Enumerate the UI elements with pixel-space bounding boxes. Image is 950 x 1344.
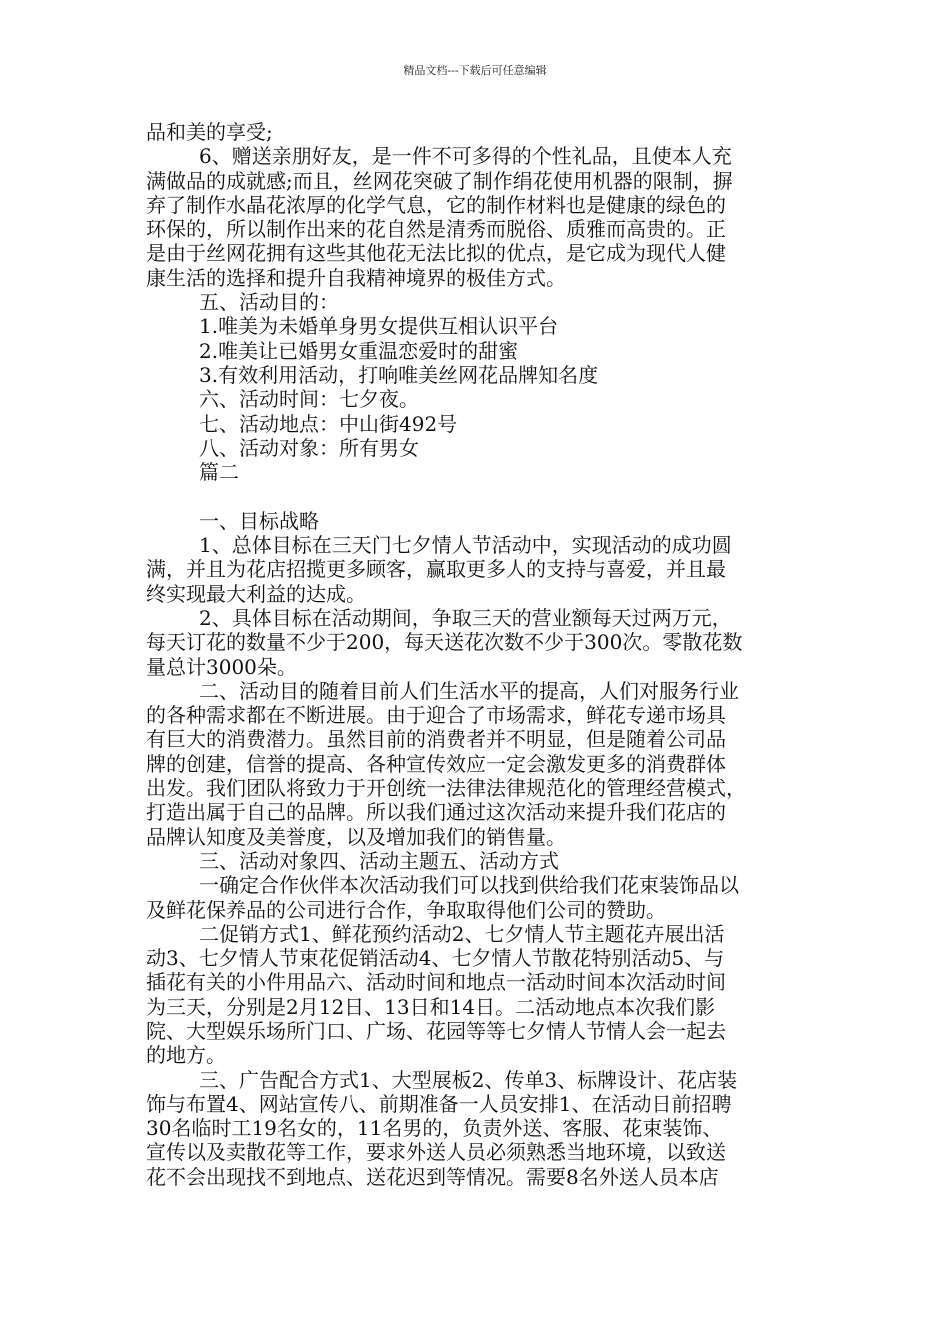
text-line: 及鲜花保养品的公司进行合作，争取取得他们公司的赞助。 [146, 897, 666, 922]
text-line: 出发。我们团队将致力于开创统一法律法律规范化的管理经营模式， [146, 776, 746, 801]
text-line: 量总计3000朵。 [146, 654, 297, 679]
text-line: 三、广告配合方式1、大型展板2、传单3、标牌设计、花店装 [199, 1067, 738, 1092]
text-line: 二、活动目的随着目前人们生活水平的提高，人们对服务行业 [199, 678, 739, 703]
text-line: 宣传以及卖散花等工作，要求外送人员必须熟悉当地环境，以致送 [146, 1140, 726, 1165]
text-line: 二促销方式1、鲜花预约活动2、七夕情人节主题花卉展出活 [199, 921, 725, 946]
text-line: 院、大型娱乐场所门口、广场、花园等等七夕情人节情人会一起去 [146, 1018, 726, 1043]
text-line: 3.有效利用活动，打响唯美丝网花品牌知名度 [199, 362, 599, 387]
text-line: 为三天，分别是2月12日、13日和14日。二活动地点本次我们影 [146, 994, 716, 1019]
text-line: 七、活动地点：中山街492号 [199, 411, 458, 436]
blank-line [146, 484, 814, 508]
text-line: 打造出属于自己的品牌。所以我们通过这次活动来提升我们花店的 [146, 800, 726, 825]
text-line: 八、活动对象：所有男女 [199, 435, 419, 460]
text-line: 6、赠送亲朋好友，是一件不可多得的个性礼品，且使本人充 [199, 144, 732, 169]
text-line: 终实现最大利益的达成。 [146, 581, 366, 606]
text-line: 满做品的成就感;而且，丝网花突破了制作绢花使用机器的限制，摒 [146, 168, 733, 193]
text-line: 1、总体目标在三天门七夕情人节活动中，实现活动的成功圆 [199, 533, 732, 558]
text-line: 一、目标战略 [199, 508, 319, 533]
text-line: 一确定合作伙伴本次活动我们可以找到供给我们花束装饰品以 [199, 873, 739, 898]
text-line: 每天订花的数量不少于200，每天送花次数不少于300次。零散花数 [146, 630, 743, 655]
text-line: 品和美的享受; [146, 120, 273, 144]
text-line: 康生活的选择和提升自我精神境界的极佳方式。 [146, 265, 566, 290]
text-line: 满，并且为花店招揽更多顾客，赢取更多人的支持与喜爱，并且最 [146, 557, 726, 582]
text-line: 1.唯美为未婚单身男女提供互相认识平台 [199, 314, 559, 339]
text-line: 六、活动时间：七夕夜。 [199, 387, 419, 412]
page-header: 精品文档---下载后可任意编辑 [403, 64, 547, 77]
text-line: 花不会出现找不到地点、送花迟到等情况。需要8名外送人员本店 [146, 1164, 719, 1189]
text-line: 饰与布置4、网站宣传八、前期准备一人员安排1、在活动日前招聘 [146, 1091, 732, 1116]
text-line: 2.唯美让已婚男女重温恋爱时的甜蜜 [199, 338, 519, 363]
text-line: 五、活动目的： [199, 290, 339, 315]
text-line: 有巨大的消费潜力。虽然目前的消费者并不明显，但是随着公司品 [146, 727, 726, 752]
text-line: 环保的，所以制作出来的花自然是清秀而脱俗、质雅而高贵的。正 [146, 217, 726, 242]
document-body [146, 120, 814, 1189]
text-line: 弃了制作水晶花浓厚的化学气息，它的制作材料也是健康的绿色的 [146, 192, 726, 217]
text-line: 篇二 [199, 460, 239, 485]
text-line: 的各种需求都在不断进展。由于迎合了市场需求，鲜花专递市场具 [146, 703, 726, 728]
text-line: 品牌认知度及美誉度，以及增加我们的销售量。 [146, 824, 566, 849]
text-line: 2、具体目标在活动期间，争取三天的营业额每天过两万元， [199, 605, 732, 630]
text-line: 插花有关的小件用品六、活动时间和地点一活动时间本次活动时间 [146, 970, 726, 995]
text-line: 牌的创建，信誉的提高、各种宣传效应一定会激发更多的消费群体 [146, 751, 726, 776]
text-line: 三、活动对象四、活动主题五、活动方式 [199, 848, 559, 873]
text-line: 30名临时工19名女的，11名男的，负责外送、客服、花束装饰、 [146, 1116, 723, 1141]
text-line: 是由于丝网花拥有这些其他花无法比拟的优点，是它成为现代人健 [146, 241, 726, 266]
text-line: 的地方。 [146, 1043, 226, 1068]
text-line: 动3、七夕情人节束花促销活动4、七夕情人节散花特别活动5、与 [146, 946, 725, 971]
